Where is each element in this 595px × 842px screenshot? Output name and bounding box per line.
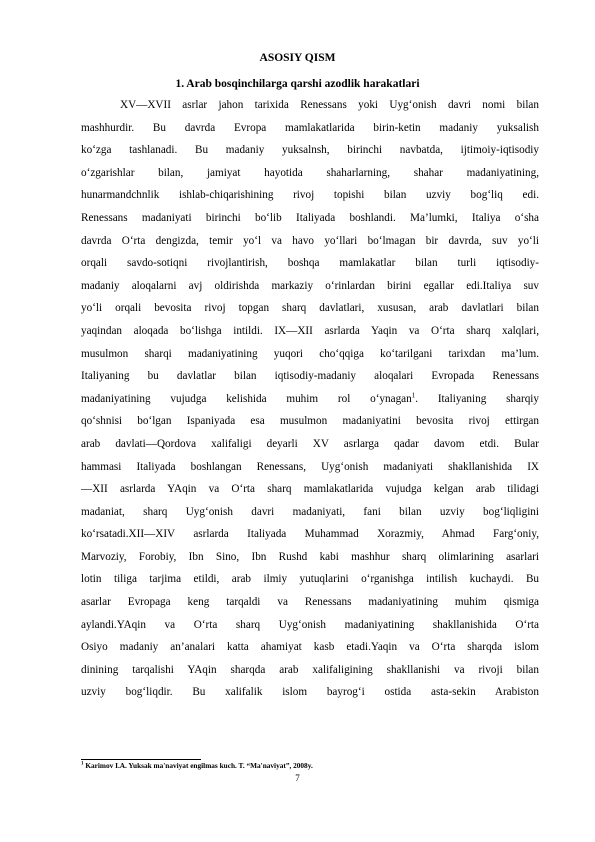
- body-line-text-tail: . Italiyaning sharqiy: [415, 392, 540, 405]
- section-heading: ASOSIY QISM: [259, 52, 336, 64]
- body-line: hammasi Italiyada boshlangan Renessans, Uyg‘onish madaniyati shakllanishida IX: [81, 460, 539, 473]
- body-line: yaqindan aloqada bo‘lishga intildi. IX—XII asrlarda Yaqin va O‘rta sharq xalqlari,: [81, 324, 539, 337]
- body-line: lotin tiliga tarjima etildi, arab ilmiy yutuqlarini o‘rganishga intilish kuchaydi. Bu: [81, 573, 539, 586]
- body-line: madaniy aloqalarni avj oldirishda markaziy o‘rinlardan birini egallar edi.Italiya suv: [81, 279, 539, 292]
- body-line-text: madaniyatining vujudga kelishida muhim rol o‘ynagan: [81, 392, 412, 405]
- body-line: asarlar Evropaga keng tarqaldi va Renessans madaniyatining muhim qismiga: [81, 596, 539, 609]
- section-subheading: 1. Arab bosqinchilarga qarshi azodlik harakatlari: [175, 78, 420, 90]
- body-line: o‘zgarishlar bilan, jamiyat hayotida shaharlarning, shahar madaniyatining,: [81, 166, 539, 179]
- footnote-mark: 1: [81, 761, 84, 767]
- body-line: ko‘zga tashlanadi. Bu madaniy yuksalnsh, birinchi navbatda, ijtimoiy-iqtisodiy: [81, 144, 539, 157]
- body-line: —XII asrlarda YAqin va O‘rta sharq mamlakatlarida vujudga kelgan arab tilidagi: [81, 483, 539, 496]
- body-line: madaniat, sharq Uyg‘onish davri madaniyati, fani bilan uzviy bog‘liqligini: [81, 505, 539, 518]
- footnote-text: Karimov I.A. Yuksak ma'naviyat engilmas kuch. T. “Ma'naviyat”, 2008y.: [83, 761, 313, 770]
- footnote-separator: [81, 759, 201, 760]
- body-line: uzviy bog‘liqdir. Bu xalifalik islom bayrog‘i ostida asta-sekin Arabiston: [81, 686, 539, 699]
- body-line: Marvoziy, Forobiy, Ibn Sino, Ibn Rushd kabi mashhur sharq olimlarining asarlari: [81, 550, 539, 563]
- body-line: musulmon sharqi madaniyatining yuqori cho‘qqiga ko‘tarilgani tarixdan ma’lum.: [81, 347, 539, 360]
- body-line: davrda O‘rta dengizda, temir yo‘l va havo yo‘llari bo‘lmagan bir davrda, suv yo‘li: [81, 234, 539, 247]
- body-line: Osiyo madaniy an’analari katta ahamiyat kasb etadi.Yaqin va O‘rta sharqda islom: [81, 641, 539, 654]
- body-line: Italiyaning bu davlatlar bilan iqtisodiy-madaniy aloqalari Evropada Renessans: [81, 370, 539, 383]
- page-number: 7: [295, 773, 300, 783]
- body-line: dinining tarqalishi YAqin sharqda arab xalifaligining shakllanishi va rivoji bilan: [81, 663, 539, 676]
- body-line: aylandi.YAqin va O‘rta sharq Uyg‘onish madaniyatining shakllanishida O‘rta: [81, 618, 539, 631]
- body-line: ko‘rsatadi.XII—XIV asrlarda Italiyada Muhammad Xorazmiy, Ahmad Farg‘oniy,: [81, 528, 539, 541]
- body-line: Renessans madaniyati birinchi bo‘lib Italiyada boshlandi. Ma’lumki, Italiya o‘sha: [81, 211, 539, 224]
- body-line: qo‘shnisi bo‘lgan Ispaniyada esa musulmon madaniyatini bevosita rivoj ettirgan: [81, 415, 539, 428]
- footnote-reference[interactable]: 1: [411, 390, 416, 399]
- body-line: orqali savdo-sotiqni rivojlantirish, boshqa mamlakatlar bilan turli iqtisodiy-: [81, 257, 539, 270]
- body-line: yo‘li orqali bevosita rivoj topgan sharq davlatlari, xususan, arab davlatlari bilan: [81, 302, 539, 315]
- body-line-with-footnote-ref: [81, 388, 539, 411]
- body-text: [81, 94, 539, 704]
- body-line: arab davlati—Qordova xalifaligi deyarli XV asrlarga qadar davom etdi. Bular: [81, 437, 539, 450]
- footnote: [81, 761, 313, 771]
- body-line: hunarmandchnlik ishlab-chiqarishining rivoj topishi bilan uzviy bog‘liq edi.: [81, 189, 539, 202]
- body-line: mashhurdir. Bu davrda Evropa mamlakatlarida birin-ketin madaniy yuksalish: [81, 121, 539, 134]
- body-line: XV—XVII asrlar jahon tarixida Renessans yoki Uyg‘onish davri nomi bilan: [120, 99, 539, 111]
